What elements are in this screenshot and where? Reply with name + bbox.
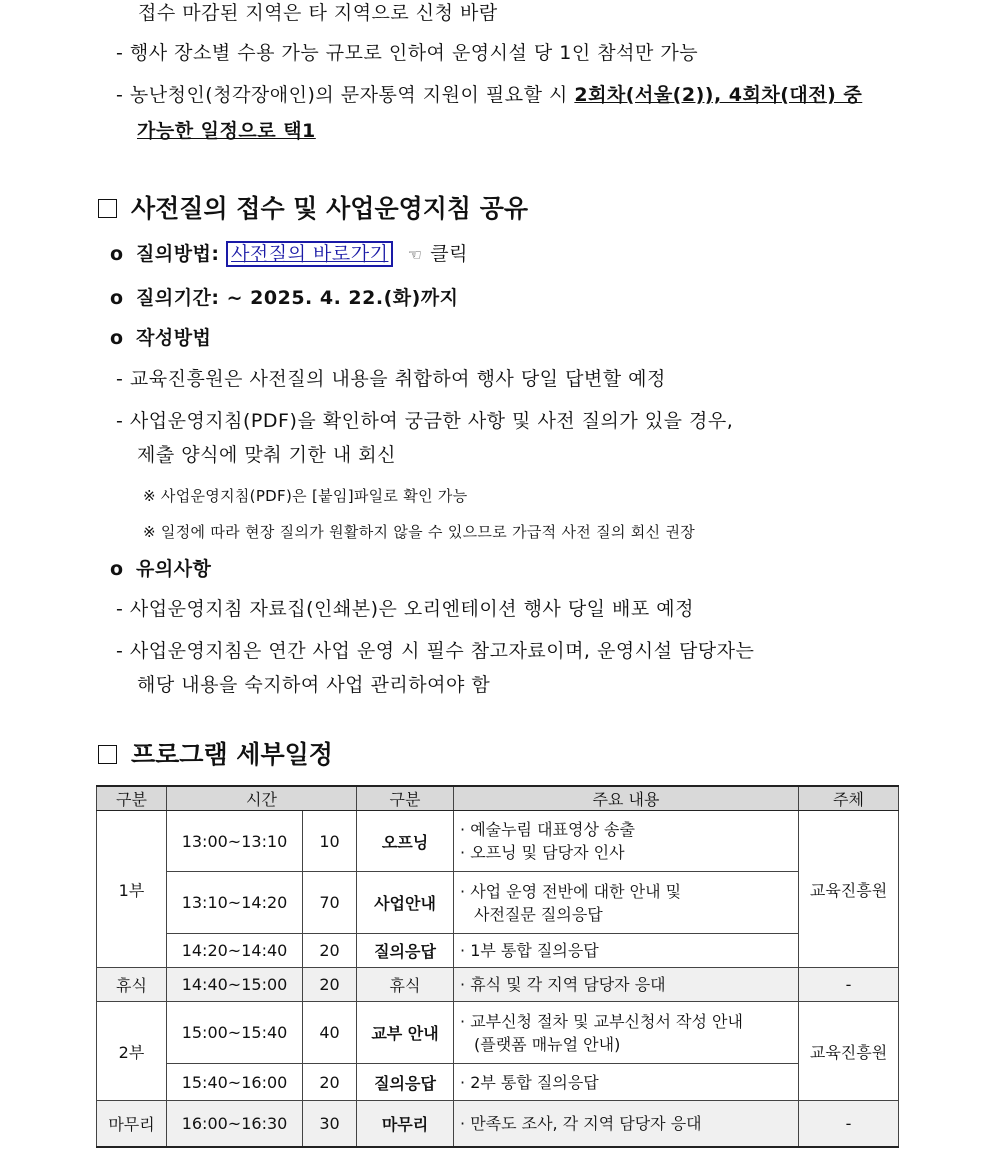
item-writing-method-text: 작성방법	[136, 327, 212, 349]
table-row	[97, 968, 899, 1002]
intro-line-2: - 행사 장소별 수용 가능 규모로 인하여 운영시설 당 1인 참석만 가능	[116, 42, 699, 64]
prequestion-link[interactable]: 사전질의 바로가기	[226, 241, 393, 267]
table-row	[97, 1101, 899, 1147]
minutes-cell: 20	[303, 968, 357, 1002]
table-row	[97, 811, 899, 872]
content-line: · 오프닝 및 담당자 인사	[460, 843, 625, 862]
section-title-text: 사전질의 접수 및 사업운영지침 공유	[131, 194, 529, 223]
time-cell: 15:00~15:40	[167, 1002, 303, 1064]
content-line: 사전질문 질의응답	[474, 904, 603, 924]
intro-line-1: 접수 마감된 지역은 타 지역으로 신청 바람	[138, 2, 498, 24]
section-title-schedule	[98, 739, 333, 771]
table-row	[97, 934, 899, 968]
content-line: · 사업 운영 전반에 대한 안내 및	[460, 881, 682, 901]
circle-bullet-icon: o	[110, 327, 124, 349]
intro-line-3-emphasis: 2회차(서울(2)), 4회차(대전) 중	[574, 84, 863, 106]
part-cell: 2부	[97, 1002, 167, 1101]
caution-detail-2b: 해당 내용을 숙지하여 사업 관리하여야 함	[137, 674, 491, 696]
click-label: 클릭	[430, 243, 468, 265]
circle-bullet-icon: o	[110, 243, 124, 265]
intro-line-4-emphasis: 가능한 일정으로 택1	[137, 120, 316, 142]
time-cell: 14:20~14:40	[167, 934, 303, 968]
minutes-cell: 70	[303, 872, 357, 934]
header-owner: 주체	[799, 786, 899, 811]
content-cell: · 만족도 조사, 각 지역 담당자 응대	[454, 1101, 799, 1147]
owner-cell: 교육진흥원	[799, 811, 899, 968]
category-cell: 오프닝	[357, 811, 454, 872]
intro-line-3-text: - 농난청인(청각장애인)의 문자통역 지원이 필요할 시	[116, 84, 575, 106]
category-cell: 교부 안내	[357, 1002, 454, 1064]
table-row	[97, 1002, 899, 1064]
owner-cell: -	[799, 968, 899, 1002]
caution-detail-2a: - 사업운영지침은 연간 사업 운영 시 필수 참고자료이며, 운영시설 담당자는	[116, 640, 755, 662]
time-cell: 15:40~16:00	[167, 1064, 303, 1101]
minutes-cell: 40	[303, 1002, 357, 1064]
part-cell: 휴식	[97, 968, 167, 1002]
minutes-cell: 20	[303, 1064, 357, 1101]
header-part: 구분	[97, 786, 167, 811]
time-cell: 13:10~14:20	[167, 872, 303, 934]
pointing-hand-icon: ☜	[407, 245, 423, 264]
item-writing-method	[110, 325, 211, 351]
item-query-period	[110, 285, 459, 311]
section-title-text: 프로그램 세부일정	[131, 740, 333, 769]
note-2: ※ 일정에 따라 현장 질의가 원활하지 않을 수 있으므로 가급적 사전 질의 회신 권장	[143, 523, 696, 541]
section-title-prequestions	[98, 193, 528, 225]
minutes-cell: 30	[303, 1101, 357, 1147]
circle-bullet-icon: o	[110, 558, 124, 580]
writing-detail-2b: 제출 양식에 맞춰 기한 내 회신	[137, 444, 396, 466]
item-query-method-label: 질의방법:	[136, 243, 220, 265]
header-category: 구분	[357, 786, 454, 811]
minutes-cell: 20	[303, 934, 357, 968]
item-caution-text: 유의사항	[136, 558, 212, 580]
checkbox-square-icon	[98, 745, 117, 764]
item-query-period-text: 질의기간: ~ 2025. 4. 22.(화)까지	[136, 287, 459, 309]
content-cell: · 1부 통합 질의응답	[454, 934, 799, 968]
category-cell: 마무리	[357, 1101, 454, 1147]
caution-detail-1: - 사업운영지침 자료집(인쇄본)은 오리엔테이션 행사 당일 배포 예정	[116, 598, 695, 620]
content-cell	[454, 811, 799, 872]
part-cell: 마무리	[97, 1101, 167, 1147]
item-caution	[110, 556, 211, 582]
intro-line-3	[116, 82, 862, 108]
header-time: 시간	[167, 786, 357, 811]
content-line: · 예술누림 대표영상 송출	[460, 820, 635, 839]
schedule-table	[96, 785, 899, 1148]
category-cell: 질의응답	[357, 934, 454, 968]
category-cell: 사업안내	[357, 872, 454, 934]
writing-detail-1: - 교육진흥원은 사전질의 내용을 취합하여 행사 당일 답변할 예정	[116, 368, 666, 390]
time-cell: 14:40~15:00	[167, 968, 303, 1002]
part-cell: 1부	[97, 811, 167, 968]
owner-cell: 교육진흥원	[799, 1002, 899, 1101]
content-line: (플랫폼 매뉴얼 안내)	[474, 1034, 621, 1054]
minutes-cell: 10	[303, 811, 357, 872]
intro-line-4	[137, 118, 316, 144]
content-cell: · 2부 통합 질의응답	[454, 1064, 799, 1101]
time-cell: 16:00~16:30	[167, 1101, 303, 1147]
circle-bullet-icon: o	[110, 287, 124, 309]
content-cell	[454, 1002, 799, 1064]
time-cell: 13:00~13:10	[167, 811, 303, 872]
note-1: ※ 사업운영지침(PDF)은 [붙임]파일로 확인 가능	[143, 487, 468, 505]
category-cell: 휴식	[357, 968, 454, 1002]
table-row	[97, 1064, 899, 1101]
content-cell	[454, 872, 799, 934]
category-cell: 질의응답	[357, 1064, 454, 1101]
writing-detail-2a: - 사업운영지침(PDF)을 확인하여 궁금한 사항 및 사전 질의가 있을 경우,	[116, 410, 734, 432]
table-header-row	[97, 786, 899, 811]
owner-cell: -	[799, 1101, 899, 1147]
table-row	[97, 872, 899, 934]
item-query-method	[110, 241, 468, 268]
content-line: · 교부신청 절차 및 교부신청서 작성 안내	[460, 1011, 743, 1031]
checkbox-square-icon	[98, 199, 117, 218]
content-cell: · 휴식 및 각 지역 담당자 응대	[454, 968, 799, 1002]
header-content: 주요 내용	[454, 786, 799, 811]
